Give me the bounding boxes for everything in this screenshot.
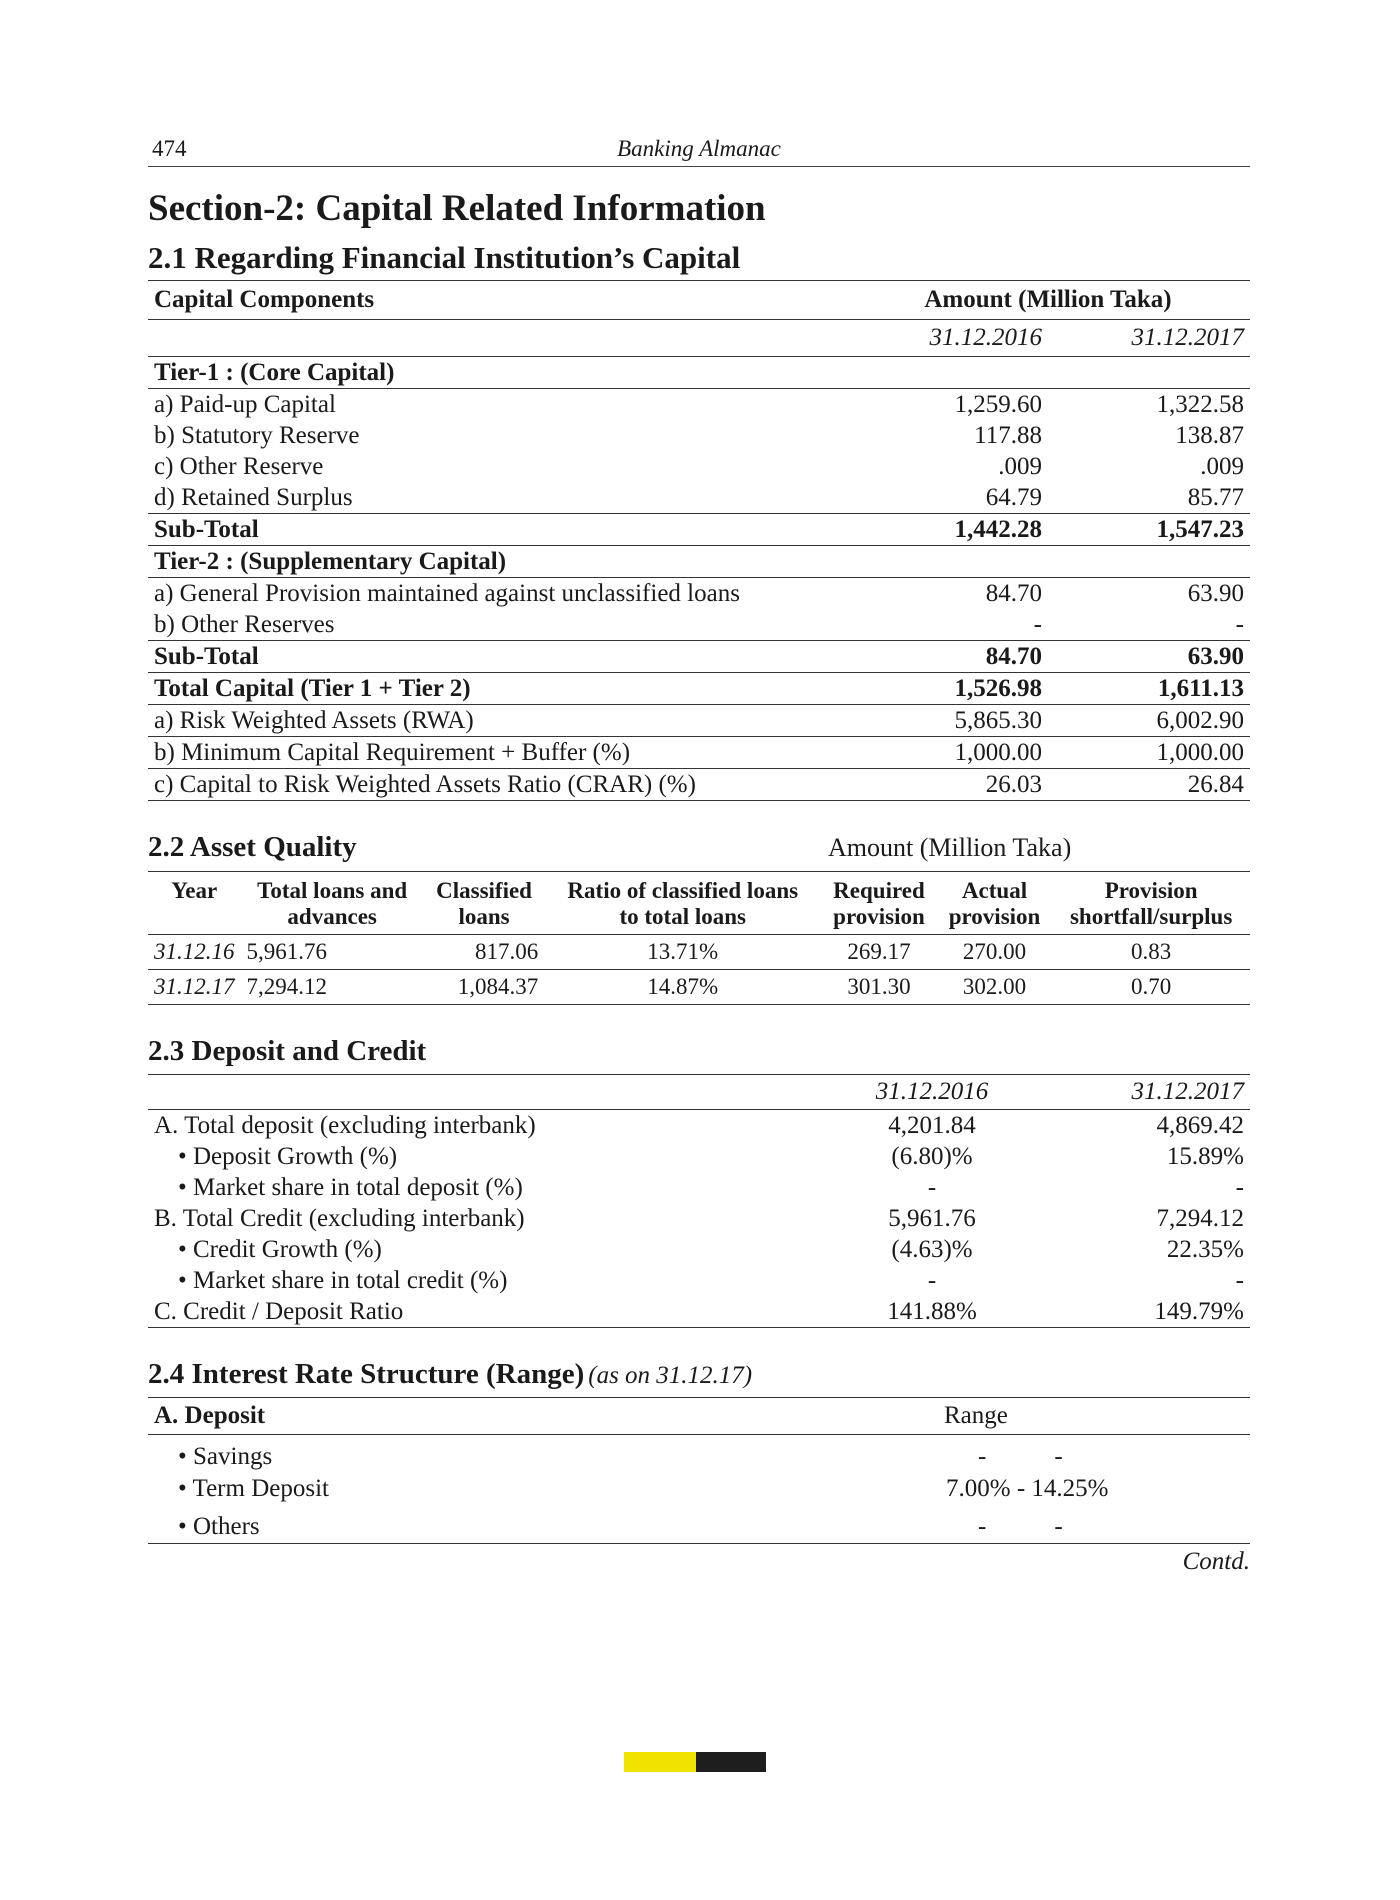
cell-shortfall: 0.70 [1131, 974, 1172, 999]
tier2-label: Tier-2 : (Supplementary Capital) [154, 548, 507, 575]
cell-classified: 817.06 [475, 939, 539, 964]
cell-classified: 1,084.37 [457, 974, 539, 999]
col-shortfall: Provision shortfall/surplus [1069, 878, 1233, 929]
asset-quality-unit: Amount (Million Taka) [828, 833, 1072, 862]
value-2016: 4,201.84 [888, 1112, 976, 1139]
table-row [148, 769, 1250, 801]
table-row [148, 389, 1250, 421]
capital-heading: 2.1 Regarding Financial Institution’s Capital [148, 240, 741, 275]
date-2016: 31.12.2016 [875, 1078, 989, 1105]
col-classified: Classified loans [436, 878, 532, 929]
cell-loans: 5,961.76 [246, 939, 327, 964]
value-2017: 149.79% [1154, 1298, 1244, 1325]
value-2016: - [1033, 611, 1042, 638]
row-label: c) Other Reserve [154, 453, 324, 480]
value-2016: - [927, 1267, 937, 1294]
row-label: C. Credit / Deposit Ratio [154, 1298, 404, 1325]
value-2017: 22.35% [1166, 1236, 1244, 1263]
page-number: 474 [152, 136, 187, 161]
date-2017: 31.12.2017 [1131, 324, 1244, 351]
col-range: Range [944, 1402, 1008, 1429]
value-2016: 1,000.00 [954, 739, 1042, 766]
subtotal-row [148, 514, 1250, 546]
row-label: a) Paid-up Capital [154, 391, 336, 418]
row-label: a) Risk Weighted Assets (RWA) [154, 707, 474, 734]
capital-header-row [148, 281, 1250, 320]
table-row [148, 737, 1250, 769]
table-row [148, 578, 1250, 610]
row-label: Sub-Total [154, 643, 259, 670]
col-year: Year [171, 878, 218, 903]
row-label: Total Capital (Tier 1 + Tier 2) [154, 675, 471, 702]
table-row [148, 705, 1250, 737]
row-label: • Market share in total credit (%) [178, 1267, 508, 1294]
table-row [148, 1265, 1250, 1296]
col-required: Required provision [833, 878, 925, 929]
cell-year: 31.12.17 [154, 974, 235, 999]
row-label: b) Other Reserves [154, 611, 335, 638]
table-row [148, 935, 1250, 970]
deposit-credit-heading: 2.3 Deposit and Credit [148, 1035, 427, 1067]
table-row [148, 451, 1250, 482]
table-row [148, 1141, 1250, 1172]
col-components: Capital Components [154, 286, 375, 313]
tier2-label-row [148, 546, 1250, 578]
table-row [148, 1172, 1250, 1203]
tier1-label-row [148, 357, 1250, 389]
value-2016: 5,961.76 [888, 1205, 976, 1232]
value-2016: (6.80)% [891, 1143, 973, 1170]
cell-shortfall: 0.83 [1131, 939, 1172, 964]
table-row [148, 609, 1250, 641]
row-label: • Term Deposit [178, 1475, 329, 1502]
asset-quality-title-row [148, 831, 1250, 871]
row-label: • Market share in total deposit (%) [178, 1174, 523, 1201]
interest-rate-table [148, 1397, 1250, 1544]
table-row [148, 420, 1250, 451]
range-cell: - - [978, 1443, 1063, 1470]
value-2017: 4,869.42 [1156, 1112, 1244, 1139]
running-title: Banking Almanac [617, 136, 781, 161]
deposit-credit-dates-row [148, 1075, 1250, 1110]
row-label: • Credit Growth (%) [178, 1236, 382, 1263]
table-row [148, 1505, 1250, 1544]
value-2017: 63.90 [1187, 580, 1244, 607]
row-label: b) Statutory Reserve [154, 422, 360, 449]
cell-year: 31.12.16 [154, 939, 235, 964]
value-2016: (4.63)% [891, 1236, 973, 1263]
col-deposit: A. Deposit [154, 1402, 266, 1429]
row-label: d) Retained Surplus [154, 484, 353, 511]
value-2017: - [1235, 1267, 1244, 1294]
footer-bar-black [696, 1752, 766, 1772]
row-label: b) Minimum Capital Requirement + Buffer (%) [154, 739, 631, 766]
col-loans: Total loans and advances [257, 878, 408, 929]
value-2017: 1,000.00 [1156, 739, 1244, 766]
table-row [148, 1296, 1250, 1328]
cell-required: 301.30 [847, 974, 911, 999]
row-label: Sub-Total [154, 516, 259, 543]
value-2017: 1,322.58 [1156, 391, 1244, 418]
deposit-credit-table [148, 1074, 1250, 1328]
subtotal-row [148, 641, 1250, 673]
value-2017: .009 [1200, 453, 1244, 480]
footer-bar-yellow [624, 1752, 696, 1772]
value-2017: 85.77 [1187, 484, 1244, 511]
interest-rate-title-row [148, 1358, 1250, 1391]
value-2017: - [1235, 611, 1244, 638]
cell-ratio: 14.87% [647, 974, 719, 999]
value-2016: 1,259.60 [954, 391, 1042, 418]
row-label: B. Total Credit (excluding interbank) [154, 1205, 525, 1232]
row-label: a) General Provision maintained against unclassified loans [154, 580, 740, 607]
value-2017: 26.84 [1187, 771, 1244, 798]
table-row [148, 1234, 1250, 1265]
table-row [148, 1203, 1250, 1234]
value-2016: 84.70 [985, 580, 1042, 607]
row-label: • Savings [178, 1443, 273, 1470]
value-2016: 117.88 [974, 422, 1042, 449]
value-2016: 84.70 [985, 643, 1042, 670]
table-row [148, 970, 1250, 1005]
contd-note: Contd. [1182, 1548, 1250, 1575]
cell-loans: 7,294.12 [246, 974, 327, 999]
asset-quality-header-row [148, 872, 1250, 935]
cell-actual: 302.00 [962, 974, 1027, 999]
value-2017: - [1235, 1174, 1244, 1201]
value-2017: 7,294.12 [1156, 1205, 1244, 1232]
value-2016: 26.03 [985, 771, 1042, 798]
value-2016: 1,526.98 [954, 675, 1042, 702]
capital-table [148, 280, 1250, 801]
total-capital-row [148, 673, 1250, 705]
asset-quality-table [148, 871, 1250, 1005]
table-row [148, 1110, 1250, 1142]
interest-rate-as-on: (as on 31.12.17) [588, 1362, 753, 1389]
col-actual: Actual provision [948, 878, 1041, 929]
value-2017: 15.89% [1166, 1143, 1244, 1170]
date-2016: 31.12.2016 [929, 324, 1042, 351]
page [148, 130, 1250, 1576]
cell-ratio: 13.71% [647, 939, 719, 964]
col-ratio: Ratio of classified loans to total loans [567, 878, 799, 929]
cell-actual: 270.00 [962, 939, 1027, 964]
table-row [148, 482, 1250, 514]
range-cell: 7.00% - 14.25% [946, 1475, 1109, 1502]
cell-required: 269.17 [847, 939, 911, 964]
value-2016: 5,865.30 [954, 707, 1042, 734]
col-amount: Amount (Million Taka) [924, 286, 1172, 313]
row-label: A. Total deposit (excluding interbank) [154, 1112, 536, 1139]
value-2016: .009 [998, 453, 1042, 480]
interest-rate-header-row [148, 1398, 1250, 1435]
value-2017: 63.90 [1187, 643, 1244, 670]
value-2017: 1,611.13 [1157, 675, 1244, 702]
asset-quality-heading: 2.2 Asset Quality [148, 831, 357, 863]
value-2017: 1,547.23 [1156, 516, 1244, 543]
section-title: Section-2: Capital Related Information [148, 188, 766, 229]
value-2016: - [927, 1174, 937, 1201]
value-2017: 138.87 [1175, 422, 1244, 449]
row-label: • Deposit Growth (%) [178, 1143, 398, 1170]
running-header [148, 130, 1250, 167]
value-2016: 141.88% [887, 1298, 977, 1325]
table-row [148, 1435, 1250, 1474]
row-label: c) Capital to Risk Weighted Assets Ratio (CRAR) (%) [154, 771, 696, 798]
date-2017: 31.12.2017 [1131, 1078, 1244, 1105]
tier1-label: Tier-1 : (Core Capital) [154, 359, 395, 386]
interest-rate-heading: 2.4 Interest Rate Structure (Range) [148, 1358, 585, 1390]
row-label: • Others [178, 1513, 260, 1540]
value-2016: 64.79 [985, 484, 1042, 511]
value-2017: 6,002.90 [1156, 707, 1244, 734]
range-cell: - - [978, 1513, 1063, 1540]
capital-dates-row [148, 320, 1250, 357]
table-row [148, 1473, 1250, 1505]
value-2016: 1,442.28 [954, 516, 1042, 543]
